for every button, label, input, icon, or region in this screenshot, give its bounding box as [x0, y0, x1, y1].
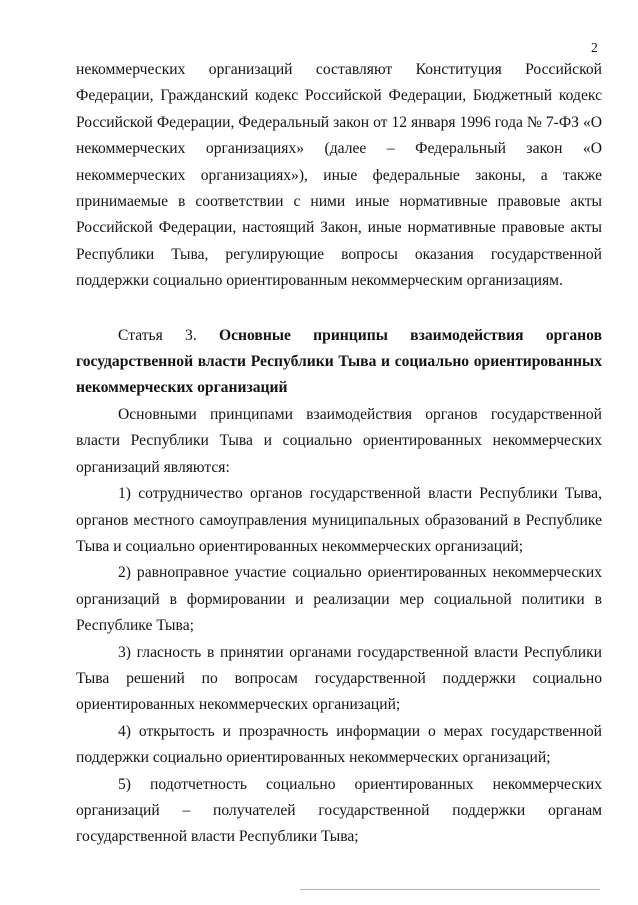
document-body	[76, 57, 602, 851]
page-bottom-line	[300, 889, 600, 890]
list-item: 2) равноправное участие социально ориентированных некоммерческих организаций в формировании и реализации мер социальной политики в Республике Тыва;	[76, 564, 602, 635]
article-lead: Основными принципами взаимодействия органов государственной власти Республики Тыва и социально ориентированных некоммерческих организаций являются:	[76, 405, 602, 476]
list-item: 3) гласность в принятии органами государственной власти Республики Тыва решений по вопросам государственной поддержки социально ориентированных некоммерческих организаций;	[76, 643, 602, 714]
intro-paragraph: некоммерческих организаций составляют Конституция Российской Федерации, Гражданский кодекс Российской Федерации, Бюджетный кодекс Российской Федерации, Федеральный закон от 12 января 1996 года № 7-ФЗ «О некоммерческих организациях» (далее – Федеральный закон «О некоммерческих организациях»), иные федеральные законы, а также принимаемые в соответствии с ними иные нормативные правовые акты Российской Федерации, настоящий Закон, иные нормативные правовые акты Республики Тыва, регулирующие вопросы оказания государственной поддержки социально ориентированным некоммерческим организациям.	[76, 61, 602, 290]
article-label: Статья 3.	[118, 326, 197, 344]
list-item: 5) подотчетность социально ориентированных некоммерческих организаций – получателей государственной поддержки органам государственной власти Республики Тыва;	[76, 775, 602, 846]
article-title: Основные принципы взаимодействия органов государственной власти Республики Тыва и социально ориентированных некоммерческих организаций	[76, 326, 602, 397]
article-heading	[76, 323, 602, 402]
page-number: 2	[591, 40, 598, 55]
list-item: 1) сотрудничество органов государственной власти Республики Тыва, органов местного самоуправления муниципальных образований в Республике Тыва и социально ориентированных некоммерческих организаций;	[76, 485, 602, 555]
list-item: 4) открытость и прозрачность информации о мерах государственной поддержки социально ориентированных некоммерческих организаций;	[76, 722, 602, 767]
